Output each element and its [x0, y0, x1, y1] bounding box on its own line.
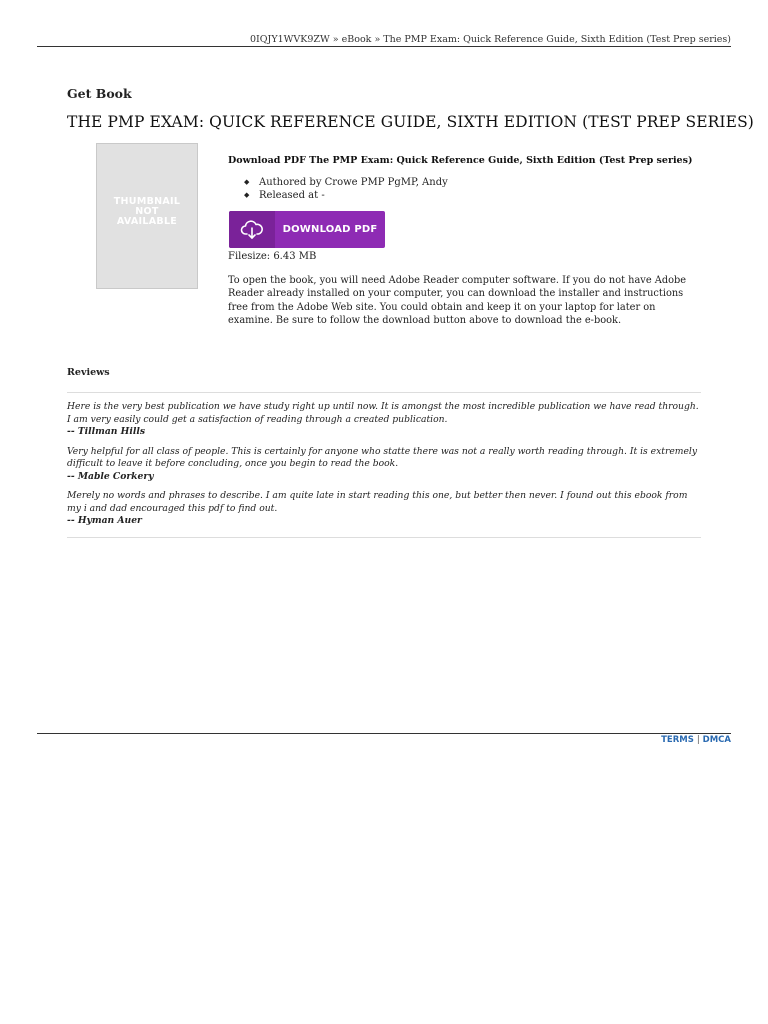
review-author: -- Hyman Auer: [67, 515, 142, 526]
review-item: [67, 490, 701, 528]
breadcrumb: 0IQJY1WVK9ZW » eBook » The PMP Exam: Quick Reference Guide, Sixth Edition (Test Prep series): [249, 34, 731, 45]
thumbnail-line-1: THUMBNAIL: [113, 196, 181, 207]
page-title: THE PMP EXAM: QUICK REFERENCE GUIDE, SIXTH EDITION (TEST PREP SERIES): [67, 113, 754, 131]
book-description: To open the book, you will need Adobe Reader computer software. If you do not have Adobe Reader already installed on your computer, you can download the installer and instructions free from the Adobe Web site. You could obtain and keep it on your laptop for later on examine. Be sure to follow the download button above to download the e-book.: [228, 275, 687, 326]
book-meta-list: [228, 176, 703, 202]
review-text: Very helpful for all class of people. This is certainly for anyone who statte there was not a really worth reading through. It is extremely difficult to leave it before concluding, once you begin to read the book.: [67, 445, 698, 469]
diamond-bullet-icon: ◆: [244, 178, 250, 186]
reviews-top-divider: [67, 392, 701, 393]
author-text: Authored by Crowe PMP PgMP, Andy: [259, 177, 448, 188]
footer-links: [661, 735, 731, 745]
download-pdf-label: DOWNLOAD PDF: [282, 224, 378, 235]
filesize-text: Filesize: 6.43 MB: [228, 251, 317, 262]
download-pdf-button[interactable]: [229, 211, 385, 248]
diamond-bullet-icon: ◆: [244, 191, 250, 199]
thumbnail-line-2: NOT: [135, 206, 159, 217]
reviews-bottom-divider: [67, 537, 701, 538]
review-text: Here is the very best publication we have study right up until now. It is amongst the most incredible publication we have read through. I am very easily could get a satisfaction of reading through a created publication.: [67, 401, 699, 425]
thumbnail-line-3: AVAILABLE: [116, 216, 178, 227]
meta-author: [244, 176, 703, 189]
released-text: Released at -: [259, 190, 325, 201]
meta-released: [244, 189, 703, 202]
book-thumbnail: [96, 143, 198, 289]
download-heading: Download PDF The PMP Exam: Quick Reference Guide, Sixth Edition (Test Prep series): [228, 155, 693, 166]
thumbnail-placeholder-text: [97, 197, 197, 227]
review-item: [67, 446, 701, 484]
review-author: -- Tillman Hills: [67, 426, 146, 437]
header-divider: [37, 46, 731, 47]
book-info: [228, 155, 703, 326]
terms-link[interactable]: TERMS: [661, 735, 694, 745]
review-item: [67, 401, 701, 439]
cloud-download-icon: [229, 211, 275, 248]
review-author: -- Mable Corkery: [67, 470, 154, 482]
footer-separator: |: [696, 735, 700, 745]
footer-divider: [37, 733, 731, 734]
dmca-link[interactable]: DMCA: [702, 735, 731, 745]
review-text: Merely no words and phrases to describe. I am quite late in start reading this one, but better then never. I found out this ebook from my i and dad encouraged this pdf to find out.: [67, 490, 688, 514]
get-book-label: Get Book: [67, 86, 132, 101]
reviews-heading: Reviews: [67, 367, 110, 378]
reviews-list: [67, 401, 701, 535]
